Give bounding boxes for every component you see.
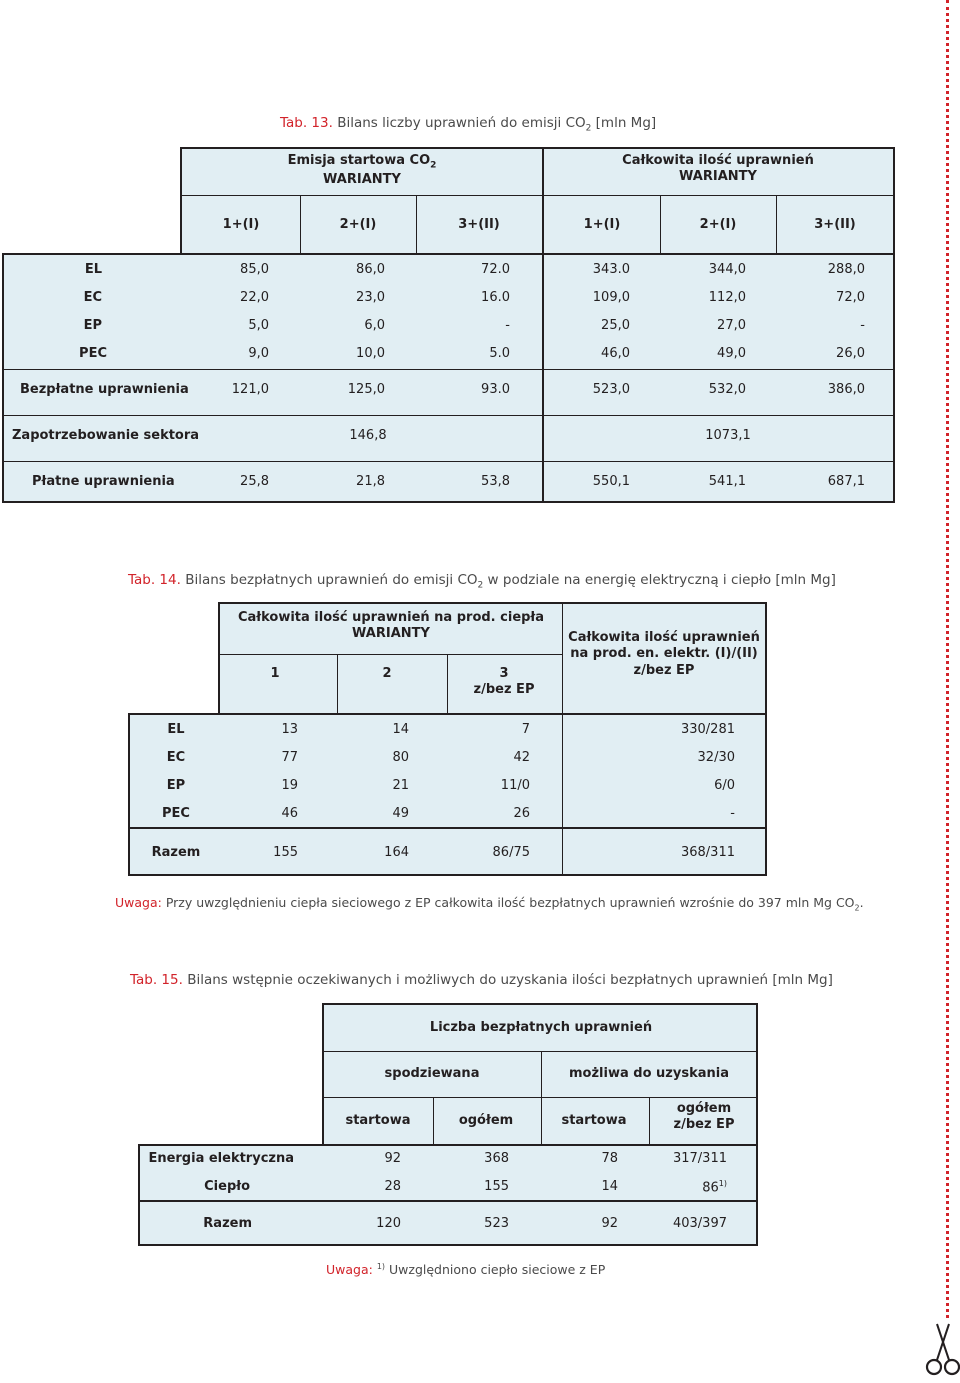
tab15-cell: 92 (384, 1151, 401, 1166)
tab13-caption-number: Tab. 13. (280, 115, 333, 131)
tab13-free-cell: 121,0 (231, 382, 269, 397)
tab13-free-cell: 523,0 (592, 382, 630, 397)
tab15-caption-text: Bilans wstępnie oczekiwanych i możliwych do uzyskania ilości bezpłatnych uprawnień [mln Mg] (187, 972, 833, 988)
tab14-cell: - (730, 806, 735, 821)
tab13-demand-label: Zapotrzebowanie sektora (12, 428, 200, 443)
tab14-row-label: PEC (162, 806, 190, 821)
tab15-sub-start-2: startowa (561, 1113, 627, 1128)
tab13-cell: 288,0 (827, 262, 865, 277)
tab13-cell: 109,0 (592, 290, 630, 305)
tab13-variant-header: 1+(I) (222, 217, 260, 232)
tab13-cell: 72.0 (481, 262, 510, 277)
tab15-possible-header: możliwa do uzyskania (569, 1066, 729, 1081)
tab14-cell: 6/0 (714, 778, 735, 793)
tab13-cell: 5.0 (489, 346, 510, 361)
tab13-cell: 9,0 (248, 346, 269, 361)
tab14-col-3 (474, 666, 535, 699)
tab15-row-label: Energia elektryczna (148, 1151, 294, 1166)
tab13-caption-sub: 2 (585, 123, 592, 134)
tab15-cell-value: 86 (702, 1180, 719, 1196)
tab13-demand-cell: 1073,1 (705, 428, 751, 443)
tab14-total-cell: 164 (384, 845, 409, 860)
tab14-cell: 330/281 (680, 722, 735, 737)
tab14-cell: 26 (513, 806, 530, 821)
tab13-cell: 25,0 (601, 318, 630, 333)
tab13-paid-cell: 687,1 (827, 474, 865, 489)
tab13-total-header-line2: WARIANTY (679, 169, 757, 185)
tab14-cell: 19 (281, 778, 298, 793)
tab15-total-cell: 523 (484, 1216, 509, 1231)
tab15-total-cell: 92 (601, 1216, 618, 1231)
tab13-paid-label: Płatne uprawnienia (32, 474, 175, 489)
tab14-total-label: Razem (151, 845, 201, 860)
tab13-paid-cell: 550,1 (592, 474, 630, 489)
tab15-sub-total-2 (674, 1101, 735, 1134)
tab15-expected-header: spodziewana (384, 1066, 480, 1081)
tab13-body (2, 253, 895, 503)
tab15-total-cell: 403/397 (672, 1216, 727, 1231)
tab14-row-label: EC (166, 750, 186, 765)
tab14-total-cell: 155 (273, 845, 298, 860)
tab13-cell: 27,0 (717, 318, 746, 333)
tab13-cell: 23,0 (356, 290, 385, 305)
tab13-free-cell: 125,0 (347, 382, 385, 397)
tab13-cell: 85,0 (240, 262, 269, 277)
tab15-body (138, 1144, 758, 1246)
tab15-main-header: Liczba bezpłatnych uprawnień (429, 1020, 653, 1035)
tab14-cell: 11/0 (500, 778, 530, 793)
tab14-heat-header-line2: WARIANTY (352, 626, 430, 642)
tab14-cell: 7 (521, 722, 530, 737)
tab13-caption-text: Bilans liczby uprawnień do emisji CO (337, 115, 586, 131)
tab14-cell: 21 (392, 778, 409, 793)
tab13-row-label: EP (83, 318, 102, 333)
tab14-header-block (218, 602, 767, 715)
tab13-variant-header: 2+(I) (339, 217, 377, 232)
tab15-note-text: Uwzględniono ciepło sieciowe z EP (385, 1262, 606, 1278)
tab13-row-label: EC (83, 290, 102, 305)
tab14-col-1: 1 (270, 666, 280, 681)
tab13-paid-cell: 53,8 (481, 474, 510, 489)
tab13-paid-cell: 25,8 (240, 474, 269, 489)
tab14-note (115, 895, 864, 913)
tab14-elec-header-line3: z/bez EP (633, 662, 695, 678)
tab13-cell: 16.0 (481, 290, 510, 305)
tab13-cell: - (505, 318, 510, 333)
tab15-sub-total-1: ogółem (458, 1113, 514, 1128)
tab14-note-text: Przy uwzględnieniu ciepła sieciowego z EP całkowita ilość bezpłatnych uprawnień wzrośnie do 397 mln Mg CO (161, 895, 855, 910)
tab13-total-header (622, 153, 814, 186)
tab13-demand-cell: 146,8 (349, 428, 387, 443)
tab15-cell: 317/311 (672, 1151, 727, 1166)
tab13-total-header-line1: Całkowita ilość uprawnień (622, 153, 814, 168)
tab13-row-label: EL (84, 262, 102, 277)
tab14-body (128, 713, 767, 876)
tab14-row-label: EP (166, 778, 186, 793)
cut-line (946, 0, 949, 1318)
tab14-note-sub: 2 (854, 903, 860, 913)
tab14-caption-rest: w podziale na energię elektryczną i ciepło [mln Mg] (483, 572, 836, 588)
tab14-elec-header (568, 630, 760, 679)
tab13-emission-header-line2: WARIANTY (323, 171, 401, 187)
tab14-col-2: 2 (382, 666, 392, 681)
tab15-cell: 368 (484, 1151, 509, 1166)
scissors-icon (925, 1322, 960, 1378)
tab13-cell: 22,0 (240, 290, 269, 305)
tab14-cell: 46 (281, 806, 298, 821)
tab13-caption (280, 115, 656, 134)
tab14-total-cell: 86/75 (492, 845, 530, 860)
tab13-cell: 26,0 (836, 346, 865, 361)
tab13-cell: 344,0 (708, 262, 746, 277)
tab13-cell: 49,0 (717, 346, 746, 361)
tab15-caption (130, 972, 833, 988)
tab13-variant-header: 2+(I) (699, 217, 737, 232)
tab14-cell: 49 (392, 806, 409, 821)
tab14-col-3-line1: 3 (499, 666, 509, 681)
tab14-caption-number: Tab. 14. (128, 572, 181, 588)
tab13-cell: 86,0 (356, 262, 385, 277)
tab14-cell: 13 (281, 722, 298, 737)
tab14-cell: 77 (281, 750, 298, 765)
tab13-emission-header-sub: 2 (430, 160, 437, 171)
tab14-caption-sub: 2 (477, 580, 484, 591)
tab15-note (326, 1262, 605, 1277)
tab15-cell: 14 (601, 1179, 618, 1194)
tab15-sub-start-1: startowa (345, 1113, 411, 1128)
tab14-col-3-line2: z/bez EP (473, 682, 535, 698)
tab14-elec-header-line1: Całkowita ilość uprawnień (568, 630, 760, 645)
tab13-free-label: Bezpłatne uprawnienia (20, 382, 189, 397)
tab13-emission-header-line1: Emisja startowa CO (287, 153, 431, 168)
tab15-sub-total-2-line1: ogółem (676, 1101, 732, 1116)
tab14-row-label: EL (167, 722, 185, 737)
tab13-paid-cell: 21,8 (356, 474, 385, 489)
tab13-free-cell: 386,0 (827, 382, 865, 397)
tab15-footnote-marker: 1) (718, 1179, 727, 1188)
tab13-cell: 5,0 (248, 318, 269, 333)
tab15-total-label: Razem (203, 1216, 252, 1231)
tab13-caption-unit: [mln Mg] (591, 115, 657, 131)
tab14-heat-header-line1: Całkowita ilość uprawnień na prod. ciepła (237, 610, 545, 625)
tab14-elec-header-line2: na prod. en. elektr. (I)/(II) (570, 646, 758, 662)
tab13-variant-header: 3+(II) (814, 217, 856, 232)
tab13-cell: 6,0 (364, 318, 385, 333)
tab14-caption-text: Bilans bezpłatnych uprawnień do emisji CO (185, 572, 478, 588)
tab13-variant-header: 3+(II) (458, 217, 500, 232)
tab13-paid-cell: 541,1 (708, 474, 746, 489)
tab15-cell (702, 1179, 727, 1197)
tab13-cell: - (860, 318, 865, 333)
tab13-emission-header (288, 153, 437, 188)
tab13-cell: 10,0 (356, 346, 385, 361)
tab14-total-cell: 368/311 (680, 845, 735, 860)
tab13-free-cell: 93.0 (481, 382, 510, 397)
tab13-cell: 343.0 (592, 262, 630, 277)
tab14-cell: 14 (392, 722, 409, 737)
tab13-cell: 72,0 (836, 290, 865, 305)
tab13-cell: 112,0 (708, 290, 746, 305)
tab13-variant-header: 1+(I) (583, 217, 621, 232)
tab15-cell: 155 (484, 1179, 509, 1194)
tab14-caption (128, 572, 836, 591)
tab15-cell: 28 (384, 1179, 401, 1194)
tab15-row-label: Ciepło (204, 1179, 250, 1194)
tab15-note-sup: 1) (376, 1262, 386, 1271)
tab15-caption-number: Tab. 15. (130, 972, 183, 988)
tab13-row-label: PEC (79, 346, 107, 361)
tab13-cell: 46,0 (601, 346, 630, 361)
tab15-cell: 78 (601, 1151, 618, 1166)
tab13-header-block (180, 147, 895, 255)
tab14-note-label: Uwaga: (115, 895, 162, 910)
tab13-free-cell: 532,0 (708, 382, 746, 397)
tab14-heat-header (238, 610, 544, 643)
tab15-note-label: Uwaga: (326, 1262, 373, 1278)
tab14-cell: 42 (513, 750, 530, 765)
tab15-sub-total-2-line2: z/bez EP (673, 1117, 735, 1133)
tab14-note-end: . (859, 895, 864, 910)
tab15-header-block (322, 1003, 758, 1146)
tab15-total-cell: 120 (376, 1216, 401, 1231)
tab14-cell: 32/30 (697, 750, 735, 765)
tab14-cell: 80 (392, 750, 409, 765)
